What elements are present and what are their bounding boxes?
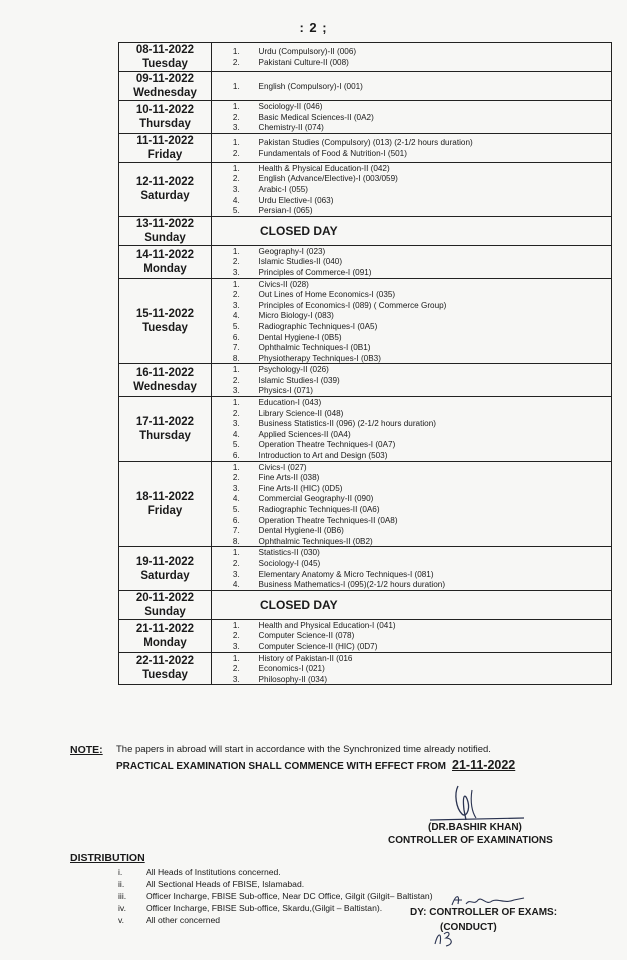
date-sheet-table xyxy=(118,42,612,685)
exam-day: Sunday xyxy=(144,231,186,244)
subject-number: 1. xyxy=(232,137,240,148)
subject-name: Education-I (043) xyxy=(258,397,322,408)
subject-item xyxy=(212,81,591,92)
subjects-cell xyxy=(212,101,612,134)
subject-number: 3. xyxy=(232,266,240,277)
distribution-number: i. xyxy=(118,867,123,877)
subject-number: 5. xyxy=(232,504,240,514)
subject-name: Health and Physical Education-I (041) xyxy=(258,619,396,630)
subject-name: Elementary Anatomy & Micro Techniques-I (081) xyxy=(258,568,434,579)
subject-name: Radiographic Techniques-II (0A6) xyxy=(258,504,380,514)
exam-date: 18-11-2022 xyxy=(135,491,195,503)
distribution-text: All Sectional Heads of FBISE, Islamabad. xyxy=(146,879,305,889)
subject-item xyxy=(212,385,591,396)
subject-number: 2. xyxy=(232,630,240,641)
subject-item xyxy=(212,620,591,631)
subject-name: Arabic-I (055) xyxy=(258,183,309,194)
exam-day: Tuesday xyxy=(142,669,188,682)
exam-date: 14-11-2022 xyxy=(135,248,195,261)
subject-name: Statistics-II (030) xyxy=(258,547,320,558)
initials-mark xyxy=(432,928,458,948)
subject-number: 4. xyxy=(232,310,240,321)
subject-name: Geography-I (023) xyxy=(258,245,326,256)
subject-item xyxy=(212,184,591,195)
exam-date: 16-11-2022 xyxy=(135,367,195,380)
page-number: : 2 ; xyxy=(299,20,328,35)
exam-date: 09-11-2022 xyxy=(135,73,195,85)
subject-item xyxy=(212,46,591,57)
distribution-text: Officer Incharge, FBISE Sub-office, Near DC Office, Gilgit (Gilgit– Baltistan) xyxy=(146,891,433,901)
deputy-section: (CONDUCT) xyxy=(440,922,497,933)
schedule-row xyxy=(119,101,612,134)
subject-number: 3. xyxy=(232,122,240,133)
subject-number: 3. xyxy=(232,385,240,396)
schedule-row xyxy=(119,216,612,245)
exam-date-cell xyxy=(119,245,212,278)
exam-date-cell xyxy=(119,590,212,619)
subjects-cell xyxy=(212,43,612,72)
subject-item xyxy=(212,353,591,364)
subject-name: English (Advance/Elective)-I (003/059) xyxy=(258,173,398,184)
subject-name: Philosophy-II (034) xyxy=(258,673,328,684)
exam-date-cell xyxy=(119,216,212,245)
schedule-row xyxy=(119,397,612,462)
subject-number: 2. xyxy=(232,557,240,568)
exam-day: Friday xyxy=(147,148,183,161)
subject-name: Dental Hygiene-I (0B5) xyxy=(258,331,342,342)
exam-date-cell xyxy=(119,461,212,547)
subject-name: Radiographic Techniques-I (0A5) xyxy=(258,320,378,331)
subject-number: 1. xyxy=(232,547,240,558)
subject-item xyxy=(212,641,591,652)
subject-name: Urdu (Compulsory)-II (006) xyxy=(258,46,357,57)
exam-day: Saturday xyxy=(140,569,190,582)
exam-day: Friday xyxy=(147,505,183,517)
subject-number: 2. xyxy=(232,147,240,158)
subject-item xyxy=(212,137,591,148)
schedule-row xyxy=(119,43,612,72)
subject-number: 7. xyxy=(232,525,240,536)
subject-number: 4. xyxy=(232,428,240,439)
subjects-cell xyxy=(212,278,612,364)
subject-name: Operation Theatre Techniques-II (0A8) xyxy=(258,514,398,525)
subject-name: Islamic Studies-II (040) xyxy=(258,256,343,267)
distribution-item xyxy=(118,914,433,926)
subject-name: English (Compulsory)-I (001) xyxy=(258,80,363,91)
exam-date-cell xyxy=(119,619,212,652)
subject-number: 6. xyxy=(232,450,240,461)
exam-date: 13-11-2022 xyxy=(135,217,195,230)
subject-item xyxy=(212,163,591,174)
subject-item xyxy=(212,536,591,547)
distribution-item xyxy=(118,866,433,878)
subject-item xyxy=(212,653,591,664)
subject-number: 1. xyxy=(232,101,240,111)
subject-number: 2. xyxy=(232,111,240,122)
subject-name: Sociology-II (046) xyxy=(258,101,323,111)
subject-number: 6. xyxy=(232,331,240,342)
subject-item xyxy=(212,504,591,515)
exam-date: 08-11-2022 xyxy=(135,44,195,56)
subject-name: Pakistan Studies (Compulsory) (013) (2-1/2 hours duration) xyxy=(258,137,473,148)
subject-name: Chemistry-II (074) xyxy=(258,122,324,133)
subjects-cell xyxy=(212,245,612,278)
subject-name: Ophthalmic Techniques-II (0B2) xyxy=(258,535,373,546)
subject-item xyxy=(212,515,591,526)
subject-item xyxy=(212,148,591,159)
schedule-row xyxy=(119,278,612,364)
subject-number: 1. xyxy=(232,397,240,408)
exam-date-cell xyxy=(119,278,212,364)
schedule-row xyxy=(119,133,612,162)
distribution-list xyxy=(118,866,433,926)
subjects-cell xyxy=(212,397,612,462)
subject-name: Applied Sciences-II (0A4) xyxy=(258,428,351,439)
subject-number: 2. xyxy=(232,407,240,418)
subject-number: 3. xyxy=(232,299,240,310)
subject-item xyxy=(212,375,591,386)
subject-number: 1. xyxy=(232,619,240,630)
subject-name: Business Mathematics-I (095)(2-1/2 hours duration) xyxy=(258,579,446,590)
subject-item xyxy=(212,246,591,257)
subject-number: 2. xyxy=(232,173,240,184)
exam-date-cell xyxy=(119,43,212,72)
subject-name: Health & Physical Education-II (042) xyxy=(258,162,390,173)
exam-date: 19-11-2022 xyxy=(135,555,195,568)
subject-name: Basic Medical Sciences-II (0A2) xyxy=(258,111,374,122)
exam-date-cell xyxy=(119,652,212,685)
subject-number: 5. xyxy=(232,320,240,331)
subject-number: 2. xyxy=(232,472,240,483)
distribution-text: All other concerned xyxy=(146,915,221,925)
distribution-item xyxy=(118,902,433,914)
subject-item xyxy=(212,525,591,536)
distribution-text: Officer Incharge, FBISE Sub-office, Skardu,(Gilgit – Baltistan). xyxy=(146,903,383,913)
subjects-cell xyxy=(212,461,612,547)
subject-item xyxy=(212,408,591,419)
subject-name: Civics-II (028) xyxy=(258,278,309,289)
subject-item xyxy=(212,300,591,311)
deputy-title: DY: CONTROLLER OF EXAMS: xyxy=(410,907,558,918)
practical-notice xyxy=(116,758,515,772)
deputy-signature xyxy=(448,892,528,908)
subject-name: Fundamentals of Food & Nutrition-I (501) xyxy=(258,147,407,158)
subject-name: Physiotherapy Techniques-I (0B3) xyxy=(258,352,381,363)
subject-item xyxy=(212,57,591,68)
subject-item xyxy=(212,332,591,343)
exam-date-cell xyxy=(119,364,212,397)
exam-day: Saturday xyxy=(140,190,190,203)
subject-name: Psychology-II (026) xyxy=(258,364,329,375)
exam-date: 15-11-2022 xyxy=(135,307,195,320)
subject-number: 3. xyxy=(232,673,240,684)
subject-name: Micro Biology-I (083) xyxy=(258,310,334,321)
subject-number: 2. xyxy=(232,374,240,385)
subject-name: Principles of Commerce-I (091) xyxy=(258,266,372,277)
subject-item xyxy=(212,493,591,504)
subject-item xyxy=(212,462,591,473)
subject-name: Introduction to Art and Design (503) xyxy=(258,450,388,461)
subject-number: 1. xyxy=(232,652,240,663)
subject-item xyxy=(212,321,591,332)
schedule-row xyxy=(119,547,612,590)
exam-date: 12-11-2022 xyxy=(135,176,195,189)
distribution-item xyxy=(118,878,433,890)
schedule-row xyxy=(119,652,612,685)
subject-name: Business Statistics-II (096) (2-1/2 hours duration) xyxy=(258,418,436,429)
subject-number: 4. xyxy=(232,194,240,205)
subject-item xyxy=(212,256,591,267)
schedule-row xyxy=(119,364,612,397)
subject-number: 6. xyxy=(232,514,240,525)
subject-name: Economics-I (021) xyxy=(258,663,325,674)
subject-name: Fine Arts-II (038) xyxy=(258,472,320,483)
distribution-number: iii. xyxy=(118,891,127,901)
subject-item xyxy=(212,173,591,184)
subject-number: 4. xyxy=(232,493,240,504)
exam-day: Sunday xyxy=(144,605,186,618)
exam-date: 22-11-2022 xyxy=(135,655,195,668)
subject-number: 8. xyxy=(232,352,240,363)
exam-day: Monday xyxy=(143,262,187,275)
subject-item xyxy=(212,310,591,321)
exam-date-cell xyxy=(119,397,212,462)
subject-number: 2. xyxy=(232,256,240,267)
subject-item xyxy=(212,663,591,674)
controller-signature xyxy=(428,780,528,824)
note-text: The papers in abroad will start in accordance with the Synchronized time already notified. xyxy=(116,744,491,755)
exam-date-cell xyxy=(119,162,212,216)
subject-name: Principles of Economics-I (089) ( Commerce Group) xyxy=(258,299,447,310)
subjects-cell xyxy=(212,590,612,619)
subjects-cell xyxy=(212,133,612,162)
subject-item xyxy=(212,267,591,278)
exam-day: Tuesday xyxy=(142,321,188,334)
exam-date: 21-11-2022 xyxy=(135,622,195,635)
subject-number: 4. xyxy=(232,579,240,590)
practical-text: PRACTICAL EXAMINATION SHALL COMMENCE WITH EFFECT FROM xyxy=(116,761,446,772)
subject-name: Persian-I (065) xyxy=(258,205,313,216)
subject-item xyxy=(212,450,591,461)
subject-name: Commercial Geography-II (090) xyxy=(258,493,374,504)
subject-number: 2. xyxy=(232,57,240,67)
subject-item xyxy=(212,195,591,206)
subject-item xyxy=(212,472,591,483)
subject-item xyxy=(212,101,591,112)
subject-name: History of Pakistan-II (016 xyxy=(258,652,353,663)
subject-number: 3. xyxy=(232,418,240,429)
exam-date-cell xyxy=(119,72,212,101)
subject-number: 1. xyxy=(232,80,240,91)
exam-day: Thursday xyxy=(139,429,191,442)
exam-date: 10-11-2022 xyxy=(135,103,195,116)
subject-number: 1. xyxy=(232,46,240,57)
subject-number: 1. xyxy=(232,364,240,375)
exam-date: 11-11-2022 xyxy=(136,134,194,147)
subject-item xyxy=(212,397,591,408)
schedule-row xyxy=(119,72,612,101)
distribution-number: v. xyxy=(118,915,125,925)
distribution-number: ii. xyxy=(118,879,125,889)
subjects-cell xyxy=(212,162,612,216)
subject-number: 2. xyxy=(232,289,240,300)
subject-item xyxy=(212,289,591,300)
schedule-row xyxy=(119,590,612,619)
subject-number: 3. xyxy=(232,183,240,194)
subject-number: 1. xyxy=(232,278,240,289)
exam-date: 20-11-2022 xyxy=(135,591,195,604)
subject-name: Sociology-I (045) xyxy=(258,557,321,568)
subject-name: Computer Science-II (HIC) (0D7) xyxy=(258,640,378,651)
subject-item xyxy=(212,579,591,590)
subject-name: Civics-I (027) xyxy=(258,461,307,472)
schedule-row xyxy=(119,245,612,278)
exam-date-cell xyxy=(119,133,212,162)
controller-name: (DR.BASHIR KHAN) xyxy=(428,822,522,833)
subject-item xyxy=(212,547,591,558)
schedule-row xyxy=(119,461,612,547)
practical-date: 21-11-2022 xyxy=(452,758,516,772)
subject-item xyxy=(212,418,591,429)
exam-day: Wednesday xyxy=(133,87,197,99)
distribution-number: iv. xyxy=(118,903,126,913)
subject-number: 8. xyxy=(232,535,240,546)
closed-day-label: CLOSED DAY xyxy=(260,223,338,238)
subjects-cell xyxy=(212,652,612,685)
subject-name: Library Science-II (048) xyxy=(258,407,344,418)
subject-name: Pakistani Culture-II (008) xyxy=(258,57,349,67)
subject-item xyxy=(212,429,591,440)
subject-item xyxy=(212,558,591,569)
subject-item xyxy=(212,112,591,123)
subject-number: 1. xyxy=(232,245,240,256)
subject-item xyxy=(212,122,591,133)
subjects-cell xyxy=(212,619,612,652)
controller-title: CONTROLLER OF EXAMINATIONS xyxy=(388,835,553,846)
exam-date-cell xyxy=(119,547,212,590)
exam-date-cell xyxy=(119,101,212,134)
distribution-item xyxy=(118,890,433,902)
closed-day-label: CLOSED DAY xyxy=(260,597,338,612)
subject-name: Fine Arts-II (HIC) (0D5) xyxy=(258,482,343,493)
subject-item xyxy=(212,364,591,375)
subject-number: 7. xyxy=(232,342,240,353)
subject-name: Islamic Studies-I (039) xyxy=(258,374,340,385)
exam-day: Wednesday xyxy=(133,381,197,394)
subjects-cell xyxy=(212,216,612,245)
subject-name: Dental Hygiene-II (0B6) xyxy=(258,525,344,536)
schedule-row xyxy=(119,619,612,652)
subject-number: 2. xyxy=(232,663,240,674)
subjects-cell xyxy=(212,364,612,397)
subject-number: 5. xyxy=(232,205,240,216)
subject-item xyxy=(212,205,591,216)
subject-number: 1. xyxy=(232,162,240,173)
subjects-cell xyxy=(212,72,612,101)
subject-name: Out Lines of Home Economics-I (035) xyxy=(258,289,396,300)
schedule-row xyxy=(119,162,612,216)
subject-name: Urdu Elective-I (063) xyxy=(258,194,334,205)
subject-number: 3. xyxy=(232,568,240,579)
exam-day: Monday xyxy=(143,636,187,649)
subject-item xyxy=(212,342,591,353)
subject-number: 5. xyxy=(232,439,240,450)
subject-item xyxy=(212,630,591,641)
distribution-text: All Heads of Institutions concerned. xyxy=(146,867,281,877)
subject-number: 1. xyxy=(232,461,240,472)
exam-date: 17-11-2022 xyxy=(135,415,195,428)
subject-name: Operation Theatre Techniques-I (0A7) xyxy=(258,439,396,450)
distribution-label: DISTRIBUTION xyxy=(70,852,145,864)
subject-item xyxy=(212,483,591,494)
exam-day: Tuesday xyxy=(142,58,188,70)
subject-number: 3. xyxy=(232,482,240,493)
subject-item xyxy=(212,674,591,685)
subject-name: Physics-I (071) xyxy=(258,385,313,396)
subject-name: Ophthalmic Techniques-I (0B1) xyxy=(258,342,371,353)
subject-number: 3. xyxy=(232,640,240,651)
subject-item xyxy=(212,569,591,580)
exam-day: Thursday xyxy=(139,117,191,130)
subject-item xyxy=(212,279,591,290)
subjects-cell xyxy=(212,547,612,590)
note-label: NOTE: xyxy=(70,744,103,756)
subject-item xyxy=(212,439,591,450)
subject-name: Computer Science-II (078) xyxy=(258,630,355,641)
